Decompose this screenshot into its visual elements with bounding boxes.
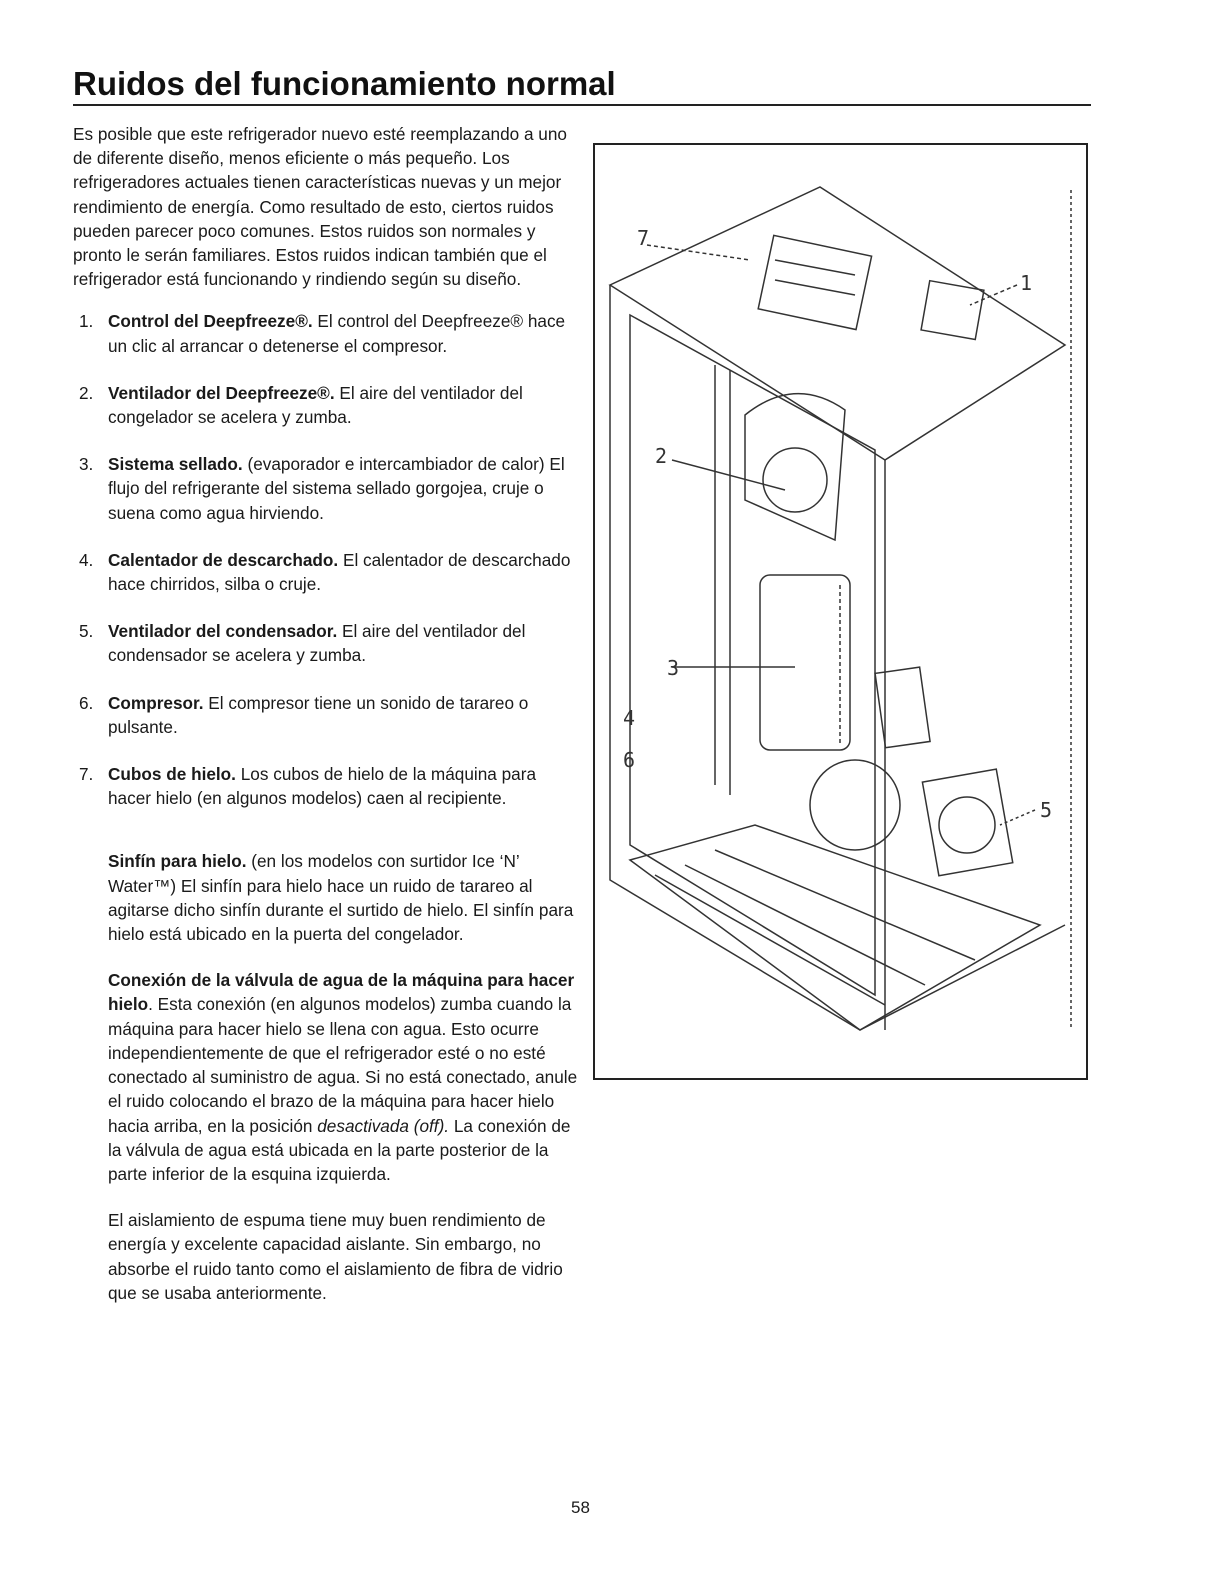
item-number: 2. (79, 382, 94, 403)
condenser-fan-blade (939, 797, 995, 853)
ice-maker-detail (775, 260, 855, 275)
refrigerator-illustration (595, 145, 1086, 1078)
item-title: Ventilador del Deepfreeze®. (108, 382, 335, 403)
auger-title: Sinfín para hielo. (108, 851, 247, 872)
item-title: Calentador de descarchado. (108, 549, 339, 570)
noise-item-3 (73, 452, 578, 525)
refrigerator-diagram (593, 143, 1088, 1080)
noise-item-6 (73, 691, 578, 739)
leader-line-2 (672, 460, 785, 490)
callout-7: 7 (637, 226, 650, 250)
defrost-heater (875, 667, 930, 748)
noise-item-5 (73, 619, 578, 667)
callout-1: 1 (1020, 271, 1033, 295)
item-number: 7. (79, 764, 94, 785)
callout-6: 6 (623, 748, 636, 772)
item-number: 3. (79, 454, 94, 475)
item-text: Los cubos de hielo de la máquina para hacer hielo (en algunos modelos) caen al recipiente. (108, 764, 537, 809)
grille-line (685, 865, 925, 985)
evaporator (760, 575, 850, 750)
noise-list (73, 309, 578, 810)
valve-text-end: La conexión de la válvula de agua está ubicada en la parte posterior de la parte inferior de la esquina izquierda. (108, 1115, 571, 1184)
item-title: Cubos de hielo. (108, 764, 236, 785)
noise-item-7 (73, 762, 578, 810)
condenser-fan (922, 769, 1012, 876)
item-text: El aire del ventilador del condensador se acelera y zumba. (108, 621, 526, 666)
item-title: Compresor. (108, 692, 204, 713)
item-text: El compresor tiene un sonido de tarareo o pulsante. (108, 692, 529, 737)
item-number: 6. (79, 692, 94, 713)
title-underline (73, 104, 1091, 106)
page-title: Ruidos del funcionamiento normal (73, 65, 616, 102)
callout-2: 2 (655, 444, 668, 468)
valve-off-position: desactivada (off). (317, 1115, 450, 1136)
compressor (810, 760, 900, 850)
item-number: 5. (79, 621, 94, 642)
intro-paragraph: Es posible que este refrigerador nuevo esté reemplazando a uno de diferente diseño, menos eficiente o más pequeño. Los refrigeradores actuales tienen características nuevas y un mejor rendimiento de energía. Como resultado de esto, ciertos ruidos pueden parecer poco comunes. Estos ruidos son normales y pronto le serán familiares. Estos ruidos indican también que el refrigerador está funcionando y rindiendo según su diseño. (73, 124, 567, 290)
callout-4: 4 (623, 706, 636, 730)
item-text: El control del Deepfreeze® hace un clic al arrancar o detenerse el compresor. (108, 311, 566, 356)
callout-5: 5 (1040, 798, 1053, 822)
grille-line (715, 850, 975, 960)
item-number: 1. (79, 311, 94, 332)
fan-housing (745, 394, 845, 540)
valve-paragraph (108, 968, 578, 1186)
item-text: El aire del ventilador del congelador se acelera y zumba. (108, 382, 523, 428)
fan-wheel (763, 448, 827, 512)
freezer-liner (630, 315, 875, 995)
text-column (73, 122, 578, 1305)
noise-item-2 (73, 381, 578, 429)
item-title: Sistema sellado. (108, 454, 243, 475)
item-number: 4. (79, 549, 94, 570)
control-box (921, 281, 984, 340)
noise-item-1 (73, 309, 578, 357)
valve-text: . Esta conexión (en algunos modelos) zumba cuando la máquina para hacer hielo se llena con agua. Esto ocurre independientemente de que el refrigerador esté o no esté conectado al suministro de agua. Si no está conectado, anule el ruido colocando el brazo de la máquina para hacer hielo hacia arriba, en la posición (108, 994, 578, 1136)
callout-3: 3 (667, 656, 680, 680)
ice-maker (758, 235, 871, 329)
item-text: (evaporador e intercambiador de calor) El flujo del refrigerante del sistema sellado gorgojea, cruje o suena como agua hirviendo. (108, 454, 565, 523)
noise-item-4 (73, 548, 578, 596)
foam-paragraph: El aislamiento de espuma tiene muy buen rendimiento de energía y excelente capacidad aislante. Sin embargo, no absorbe el ruido tanto como el aislamiento de fibra de vidrio que se usaba anteriormente. (108, 1210, 563, 1303)
base-grille (630, 825, 1040, 1030)
auger-paragraph (108, 849, 578, 946)
grille-line (655, 875, 885, 1005)
item-title: Control del Deepfreeze®. (108, 311, 313, 332)
leader-line-7 (647, 245, 750, 260)
valve-title: Conexión de la válvula de agua de la máquina para hacer hielo (108, 970, 575, 1015)
ice-maker-detail (775, 280, 855, 295)
item-title: Ventilador del condensador. (108, 621, 338, 642)
page-number: 58 (571, 1498, 590, 1517)
item-text: El calentador de descarchado hace chirridos, silba o cruje. (108, 549, 571, 595)
top-panel (610, 187, 1065, 460)
auger-text: (en los modelos con surtidor Ice ‘N’ Water™) El sinfín para hielo hace un ruido de tarareo al agitarse dicho sinfín durante el surtido de hielo. El sinfín para hielo está ubicado en la puerta del congelador. (108, 851, 574, 945)
